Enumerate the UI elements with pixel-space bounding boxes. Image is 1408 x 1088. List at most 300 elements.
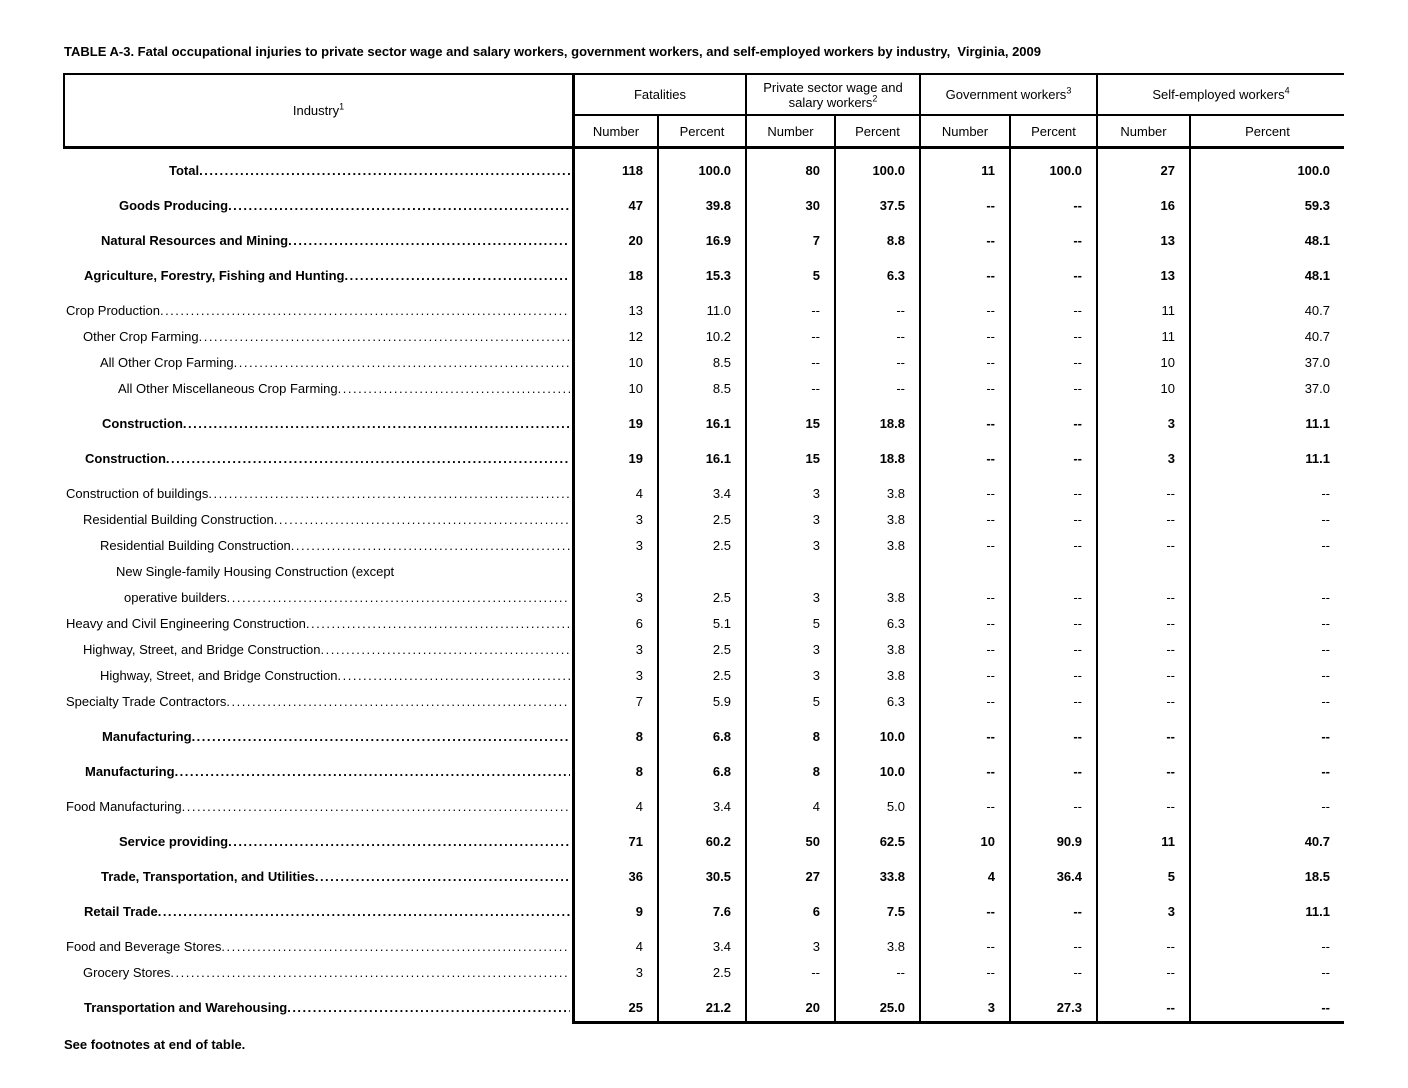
government-number-cell: -- xyxy=(919,663,1009,689)
private-number-cell: 8 xyxy=(745,750,834,785)
private-number-cell: 3 xyxy=(745,663,834,689)
private-percent-cell: -- xyxy=(834,324,919,350)
private-number-cell: 3 xyxy=(745,925,834,960)
table-row xyxy=(63,533,1344,559)
selfemployed-number-cell: -- xyxy=(1096,663,1189,689)
government-percent-cell: -- xyxy=(1009,663,1096,689)
industry-label-text: Manufacturing xyxy=(102,729,192,744)
fatalities-percent-cell: 16.9 xyxy=(657,219,745,254)
footnote-ref: 4 xyxy=(1284,85,1290,96)
table-row xyxy=(63,437,1344,472)
table-body xyxy=(63,149,1344,1021)
private-number-cell: 15 xyxy=(745,402,834,437)
selfemployed-percent-cell: 59.3 xyxy=(1189,184,1344,219)
private-number-cell: 80 xyxy=(745,149,834,184)
table-title: TABLE A-3. Fatal occupational injuries to private sector wage and salary workers, government workers, and self-employed workers by industry, Virginia, 2009 xyxy=(64,44,1041,59)
industry-label-text: Retail Trade xyxy=(84,904,158,919)
group-header-private-sector xyxy=(745,75,919,116)
industry-label-text: Service providing xyxy=(119,834,229,849)
government-percent-cell: 90.9 xyxy=(1009,820,1096,855)
government-number-cell: -- xyxy=(919,715,1009,750)
group-header-government xyxy=(919,75,1096,116)
government-percent-cell: -- xyxy=(1009,715,1096,750)
fatalities-percent-cell: 10.2 xyxy=(657,324,745,350)
selfemployed-percent-cell: -- xyxy=(1189,986,1344,1021)
selfemployed-percent-cell: 37.0 xyxy=(1189,376,1344,402)
selfemployed-percent-cell: 48.1 xyxy=(1189,219,1344,254)
government-percent-cell: -- xyxy=(1009,254,1096,289)
dot-leader xyxy=(345,269,571,283)
selfemployed-number-cell: 27 xyxy=(1096,149,1189,184)
industry-label xyxy=(63,715,572,750)
subheader-selfemployed-number: Number xyxy=(1096,116,1189,146)
fatalities-percent-cell: 6.8 xyxy=(657,750,745,785)
private-percent-cell: 3.8 xyxy=(834,925,919,960)
government-number-cell: -- xyxy=(919,960,1009,986)
selfemployed-percent-cell: -- xyxy=(1189,925,1344,960)
private-number-cell: 5 xyxy=(745,254,834,289)
private-number-cell: 3 xyxy=(745,472,834,507)
fatalities-percent-cell: 100.0 xyxy=(657,149,745,184)
selfemployed-number-cell: -- xyxy=(1096,689,1189,715)
table-row xyxy=(63,559,1344,585)
fatalities-percent-cell: 11.0 xyxy=(657,289,745,324)
selfemployed-number-cell: -- xyxy=(1096,785,1189,820)
fatalities-number-cell: 3 xyxy=(572,960,657,986)
dot-leader xyxy=(338,669,571,683)
government-number-cell: -- xyxy=(919,611,1009,637)
table-row xyxy=(63,689,1344,715)
dot-leader xyxy=(291,539,570,553)
table-row xyxy=(63,149,1344,184)
fatalities-number-cell: 8 xyxy=(572,715,657,750)
table-row xyxy=(63,376,1344,402)
group-header-fatalities xyxy=(572,75,745,116)
fatalities-percent-cell: 2.5 xyxy=(657,960,745,986)
table-row xyxy=(63,785,1344,820)
private-number-cell: -- xyxy=(745,289,834,324)
fatalities-number-cell xyxy=(572,559,657,585)
dot-leader xyxy=(158,905,570,919)
industry-label-text: operative builders xyxy=(124,590,227,605)
industry-label xyxy=(63,149,572,184)
fatalities-number-cell: 4 xyxy=(572,472,657,507)
footnote-ref: 2 xyxy=(872,93,878,104)
table-row xyxy=(63,715,1344,750)
government-number-cell: -- xyxy=(919,254,1009,289)
government-number-cell: -- xyxy=(919,507,1009,533)
subheader-fatalities-percent: Percent xyxy=(657,116,745,146)
private-number-cell: 8 xyxy=(745,715,834,750)
selfemployed-percent-cell: 100.0 xyxy=(1189,149,1344,184)
selfemployed-number-cell: -- xyxy=(1096,637,1189,663)
government-number-cell: -- xyxy=(919,925,1009,960)
industry-label xyxy=(63,219,572,254)
fatalities-percent-cell: 30.5 xyxy=(657,855,745,890)
private-number-cell: 30 xyxy=(745,184,834,219)
selfemployed-number-cell: -- xyxy=(1096,715,1189,750)
selfemployed-number-cell: 13 xyxy=(1096,219,1189,254)
private-percent-cell: 25.0 xyxy=(834,986,919,1021)
private-percent-cell: 37.5 xyxy=(834,184,919,219)
government-percent-cell: -- xyxy=(1009,785,1096,820)
fatalities-percent-cell: 2.5 xyxy=(657,507,745,533)
government-percent-cell: -- xyxy=(1009,507,1096,533)
table-row xyxy=(63,925,1344,960)
government-number-cell: -- xyxy=(919,890,1009,925)
dot-leader xyxy=(175,765,570,779)
industry-label-text: Highway, Street, and Bridge Construction xyxy=(100,668,338,683)
table-row xyxy=(63,507,1344,533)
government-percent-cell: -- xyxy=(1009,289,1096,324)
industry-label-text: Natural Resources and Mining xyxy=(101,233,289,248)
table-row xyxy=(63,890,1344,925)
group-label: Self-employed workers xyxy=(1152,87,1285,102)
footnote-ref: 1 xyxy=(339,101,345,112)
selfemployed-number-cell: -- xyxy=(1096,960,1189,986)
government-number-cell: -- xyxy=(919,750,1009,785)
government-number-cell: -- xyxy=(919,689,1009,715)
dot-leader xyxy=(321,643,571,657)
industry-label-text: Manufacturing xyxy=(85,764,175,779)
fatalities-number-cell: 25 xyxy=(572,986,657,1021)
government-percent-cell: -- xyxy=(1009,689,1096,715)
selfemployed-number-cell: 5 xyxy=(1096,855,1189,890)
industry-label-text: Residential Building Construction xyxy=(83,512,274,527)
selfemployed-number-cell: 13 xyxy=(1096,254,1189,289)
selfemployed-number-cell: 10 xyxy=(1096,350,1189,376)
private-percent-cell: 8.8 xyxy=(834,219,919,254)
selfemployed-percent-cell: -- xyxy=(1189,663,1344,689)
government-number-cell: -- xyxy=(919,637,1009,663)
fatalities-number-cell: 3 xyxy=(572,507,657,533)
private-number-cell: 3 xyxy=(745,507,834,533)
private-percent-cell: -- xyxy=(834,960,919,986)
selfemployed-number-cell: 11 xyxy=(1096,289,1189,324)
government-percent-cell: -- xyxy=(1009,750,1096,785)
data-table xyxy=(63,73,1344,1024)
private-number-cell: -- xyxy=(745,350,834,376)
subheader-selfemployed-percent: Percent xyxy=(1189,116,1344,146)
selfemployed-number-cell: 11 xyxy=(1096,324,1189,350)
fatalities-percent-cell: 2.5 xyxy=(657,533,745,559)
selfemployed-percent-cell: 48.1 xyxy=(1189,254,1344,289)
government-percent-cell: -- xyxy=(1009,184,1096,219)
industry-label-text: Heavy and Civil Engineering Construction xyxy=(66,616,306,631)
footnote-text: See footnotes at end of table. xyxy=(64,1037,246,1052)
government-percent-cell: 100.0 xyxy=(1009,149,1096,184)
government-number-cell: 4 xyxy=(919,855,1009,890)
industry-label xyxy=(63,611,572,637)
industry-label-text: All Other Miscellaneous Crop Farming xyxy=(118,381,338,396)
industry-label xyxy=(63,254,572,289)
industry-header-label: Industry xyxy=(292,103,340,118)
selfemployed-number-cell: -- xyxy=(1096,472,1189,507)
private-percent-cell: 3.8 xyxy=(834,637,919,663)
government-percent-cell: -- xyxy=(1009,890,1096,925)
table-row xyxy=(63,585,1344,611)
private-percent-cell: 3.8 xyxy=(834,585,919,611)
selfemployed-number-cell: -- xyxy=(1096,533,1189,559)
private-percent-cell: 18.8 xyxy=(834,402,919,437)
fatalities-number-cell: 18 xyxy=(572,254,657,289)
industry-label-text: Construction xyxy=(85,451,166,466)
government-number-cell: -- xyxy=(919,437,1009,472)
private-number-cell xyxy=(745,559,834,585)
fatalities-percent-cell: 6.8 xyxy=(657,715,745,750)
government-percent-cell: 36.4 xyxy=(1009,855,1096,890)
private-percent-cell: 10.0 xyxy=(834,715,919,750)
footnote-ref: 3 xyxy=(1066,85,1072,96)
table-row xyxy=(63,350,1344,376)
dot-leader xyxy=(234,356,570,370)
table-row xyxy=(63,184,1344,219)
government-percent-cell: -- xyxy=(1009,437,1096,472)
industry-label xyxy=(63,663,572,689)
government-percent-cell: -- xyxy=(1009,472,1096,507)
government-percent-cell: -- xyxy=(1009,376,1096,402)
industry-label xyxy=(63,960,572,986)
fatalities-number-cell: 3 xyxy=(572,585,657,611)
private-percent-cell: -- xyxy=(834,289,919,324)
fatalities-percent-cell: 7.6 xyxy=(657,890,745,925)
industry-label xyxy=(63,986,572,1021)
government-percent-cell: 27.3 xyxy=(1009,986,1096,1021)
industry-label-text: Trade, Transportation, and Utilities xyxy=(101,869,315,884)
industry-label-text: Construction xyxy=(102,416,183,431)
fatalities-number-cell: 10 xyxy=(572,350,657,376)
dot-leader xyxy=(228,199,570,213)
fatalities-number-cell: 10 xyxy=(572,376,657,402)
dot-leader xyxy=(182,800,570,814)
dot-leader xyxy=(170,966,570,980)
table-row xyxy=(63,820,1344,855)
table-row xyxy=(63,254,1344,289)
industry-label xyxy=(63,289,572,324)
selfemployed-percent-cell xyxy=(1189,559,1344,585)
industry-label xyxy=(63,184,572,219)
industry-label-text: Construction of buildings xyxy=(66,486,209,501)
private-number-cell: -- xyxy=(745,376,834,402)
industry-label-text: Agriculture, Forestry, Fishing and Hunting xyxy=(84,268,345,283)
selfemployed-number-cell xyxy=(1096,559,1189,585)
table-row xyxy=(63,219,1344,254)
selfemployed-number-cell: 3 xyxy=(1096,402,1189,437)
private-number-cell: 3 xyxy=(745,637,834,663)
fatalities-number-cell: 9 xyxy=(572,890,657,925)
private-percent-cell: 5.0 xyxy=(834,785,919,820)
government-number-cell: 3 xyxy=(919,986,1009,1021)
industry-label xyxy=(63,750,572,785)
table-row xyxy=(63,402,1344,437)
fatalities-percent-cell: 21.2 xyxy=(657,986,745,1021)
private-percent-cell: 6.3 xyxy=(834,611,919,637)
dot-leader xyxy=(228,835,570,849)
industry-label xyxy=(63,507,572,533)
selfemployed-percent-cell: -- xyxy=(1189,750,1344,785)
selfemployed-number-cell: 3 xyxy=(1096,437,1189,472)
fatalities-percent-cell: 15.3 xyxy=(657,254,745,289)
table-bottom-rule xyxy=(572,1021,1344,1024)
private-number-cell: 3 xyxy=(745,533,834,559)
industry-label-text: Crop Production xyxy=(66,303,160,318)
industry-label xyxy=(63,533,572,559)
private-number-cell: 6 xyxy=(745,890,834,925)
government-percent-cell: -- xyxy=(1009,350,1096,376)
selfemployed-percent-cell: -- xyxy=(1189,785,1344,820)
industry-label-text: Grocery Stores xyxy=(83,965,171,980)
industry-label-text: Food and Beverage Stores xyxy=(66,939,222,954)
government-percent-cell: -- xyxy=(1009,533,1096,559)
dot-leader xyxy=(226,695,570,709)
fatalities-percent-cell: 3.4 xyxy=(657,472,745,507)
government-number-cell: -- xyxy=(919,785,1009,820)
fatalities-percent-cell: 2.5 xyxy=(657,637,745,663)
private-percent-cell xyxy=(834,559,919,585)
selfemployed-percent-cell: -- xyxy=(1189,585,1344,611)
government-percent-cell: -- xyxy=(1009,402,1096,437)
dot-leader xyxy=(306,617,570,631)
private-percent-cell: 18.8 xyxy=(834,437,919,472)
private-percent-cell: 3.8 xyxy=(834,472,919,507)
private-percent-cell: 3.8 xyxy=(834,663,919,689)
private-number-cell: 4 xyxy=(745,785,834,820)
selfemployed-number-cell: -- xyxy=(1096,585,1189,611)
private-number-cell: 5 xyxy=(745,611,834,637)
fatalities-percent-cell xyxy=(657,559,745,585)
dot-leader xyxy=(315,870,570,884)
fatalities-percent-cell: 16.1 xyxy=(657,437,745,472)
government-number-cell: 10 xyxy=(919,820,1009,855)
dot-leader xyxy=(227,591,570,605)
fatalities-number-cell: 47 xyxy=(572,184,657,219)
fatalities-number-cell: 6 xyxy=(572,611,657,637)
industry-label xyxy=(63,559,572,585)
government-percent-cell: -- xyxy=(1009,611,1096,637)
industry-label xyxy=(63,689,572,715)
industry-column-header xyxy=(65,75,572,146)
dot-leader xyxy=(160,304,570,318)
industry-label xyxy=(63,350,572,376)
government-percent-cell: -- xyxy=(1009,925,1096,960)
selfemployed-percent-cell: 40.7 xyxy=(1189,324,1344,350)
fatalities-percent-cell: 16.1 xyxy=(657,402,745,437)
selfemployed-percent-cell: -- xyxy=(1189,611,1344,637)
industry-label xyxy=(63,925,572,960)
dot-leader xyxy=(192,730,570,744)
private-percent-cell: 7.5 xyxy=(834,890,919,925)
private-number-cell: 15 xyxy=(745,437,834,472)
selfemployed-number-cell: -- xyxy=(1096,611,1189,637)
selfemployed-percent-cell: 40.7 xyxy=(1189,289,1344,324)
private-percent-cell: 3.8 xyxy=(834,507,919,533)
industry-label-text: Food Manufacturing xyxy=(66,799,182,814)
fatalities-number-cell: 20 xyxy=(572,219,657,254)
selfemployed-percent-cell: 11.1 xyxy=(1189,890,1344,925)
industry-label-text: Other Crop Farming xyxy=(83,329,199,344)
industry-label xyxy=(63,324,572,350)
industry-label-text: Residential Building Construction xyxy=(100,538,291,553)
government-number-cell: -- xyxy=(919,350,1009,376)
table-row xyxy=(63,637,1344,663)
selfemployed-number-cell: 10 xyxy=(1096,376,1189,402)
fatalities-percent-cell: 5.1 xyxy=(657,611,745,637)
industry-label-text: Highway, Street, and Bridge Construction xyxy=(83,642,321,657)
government-number-cell xyxy=(919,559,1009,585)
table-row xyxy=(63,324,1344,350)
fatalities-number-cell: 19 xyxy=(572,437,657,472)
selfemployed-percent-cell: 40.7 xyxy=(1189,820,1344,855)
fatalities-percent-cell: 8.5 xyxy=(657,376,745,402)
dot-leader xyxy=(199,164,570,178)
selfemployed-number-cell: -- xyxy=(1096,925,1189,960)
fatalities-number-cell: 12 xyxy=(572,324,657,350)
fatalities-number-cell: 13 xyxy=(572,289,657,324)
dot-leader xyxy=(208,487,570,501)
private-percent-cell: -- xyxy=(834,376,919,402)
table-row xyxy=(63,960,1344,986)
government-number-cell: 11 xyxy=(919,149,1009,184)
selfemployed-number-cell: 3 xyxy=(1096,890,1189,925)
government-percent-cell: -- xyxy=(1009,637,1096,663)
fatalities-percent-cell: 39.8 xyxy=(657,184,745,219)
dot-leader xyxy=(166,452,570,466)
industry-label xyxy=(63,437,572,472)
private-number-cell: 27 xyxy=(745,855,834,890)
industry-label xyxy=(63,890,572,925)
fatalities-percent-cell: 2.5 xyxy=(657,585,745,611)
dot-leader xyxy=(199,330,570,344)
private-number-cell: -- xyxy=(745,960,834,986)
industry-label xyxy=(63,585,572,611)
government-number-cell: -- xyxy=(919,376,1009,402)
government-number-cell: -- xyxy=(919,533,1009,559)
fatalities-percent-cell: 60.2 xyxy=(657,820,745,855)
group-label: Government workers xyxy=(945,87,1067,102)
selfemployed-number-cell: 16 xyxy=(1096,184,1189,219)
dot-leader xyxy=(183,417,570,431)
private-number-cell: 50 xyxy=(745,820,834,855)
subheader-government-percent: Percent xyxy=(1009,116,1096,146)
selfemployed-percent-cell: -- xyxy=(1189,689,1344,715)
fatalities-number-cell: 4 xyxy=(572,925,657,960)
government-percent-cell: -- xyxy=(1009,585,1096,611)
private-number-cell: 20 xyxy=(745,986,834,1021)
government-percent-cell: -- xyxy=(1009,219,1096,254)
government-number-cell: -- xyxy=(919,289,1009,324)
fatalities-number-cell: 36 xyxy=(572,855,657,890)
private-percent-cell: 6.3 xyxy=(834,689,919,715)
subheader-private-percent: Percent xyxy=(834,116,919,146)
selfemployed-number-cell: -- xyxy=(1096,750,1189,785)
table-row xyxy=(63,611,1344,637)
selfemployed-percent-cell: 37.0 xyxy=(1189,350,1344,376)
selfemployed-percent-cell: -- xyxy=(1189,960,1344,986)
government-number-cell: -- xyxy=(919,184,1009,219)
table-row xyxy=(63,986,1344,1021)
table-row xyxy=(63,663,1344,689)
selfemployed-percent-cell: 18.5 xyxy=(1189,855,1344,890)
industry-label xyxy=(63,820,572,855)
group-label: Fatalities xyxy=(633,87,687,102)
government-number-cell: -- xyxy=(919,219,1009,254)
table-row xyxy=(63,289,1344,324)
industry-label xyxy=(63,376,572,402)
private-number-cell: 5 xyxy=(745,689,834,715)
table-row xyxy=(63,750,1344,785)
fatalities-number-cell: 4 xyxy=(572,785,657,820)
industry-label xyxy=(63,785,572,820)
